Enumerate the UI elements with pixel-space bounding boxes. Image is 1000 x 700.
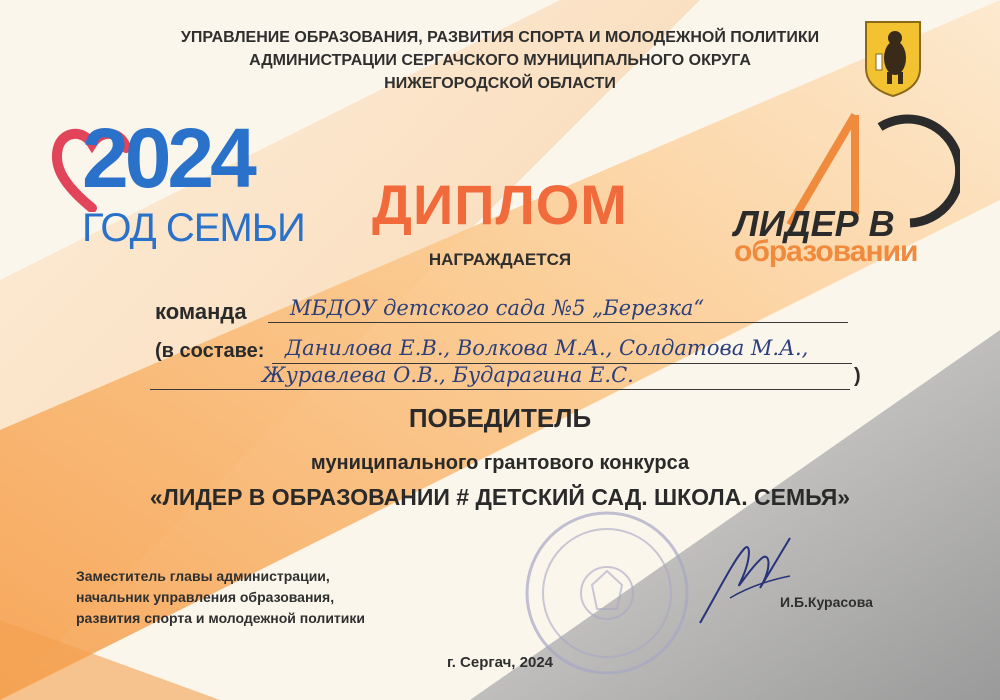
team-label: команда: [155, 299, 247, 324]
header-line: НИЖЕГОРОДСКОЙ ОБЛАСТИ: [384, 75, 616, 92]
awarded-label: НАГРАЖДАЕТСЯ: [428, 250, 572, 269]
handwritten-signature-icon: [690, 528, 800, 638]
team-underline: [268, 322, 848, 323]
bear-coat-of-arms-icon: [862, 18, 924, 98]
leader-logo-line1: ЛИДЕР В: [734, 203, 895, 244]
position-line: Заместитель главы администрации,: [76, 568, 330, 584]
contest-description: муниципального грантового конкурса: [310, 452, 690, 474]
leader-logo-line2: образовании: [734, 235, 918, 268]
year-logo-number: 2024: [82, 111, 253, 205]
members-close: ): [854, 365, 861, 387]
header-line: УПРАВЛЕНИЕ ОБРАЗОВАНИЯ, РАЗВИТИЯ СПОРТА И МОЛОДЕЖНОЙ ПОЛИТИКИ: [180, 29, 820, 46]
signatory-name: И.Б.Курасова: [780, 594, 873, 610]
members-label: (в составе:: [155, 340, 265, 362]
members-underline-2: [150, 389, 850, 390]
contest-name: «ЛИДЕР В ОБРАЗОВАНИИ # ДЕТСКИЙ САД. ШКОЛА. СЕМЬЯ»: [149, 484, 851, 510]
header-line: АДМИНИСТРАЦИИ СЕРГАЧСКОГО МУНИЦИПАЛЬНОГО ОКРУГА: [249, 52, 751, 69]
position-line: развития спорта и молодежной политики: [76, 610, 365, 626]
result-title: ПОБЕДИТЕЛЬ: [408, 403, 592, 433]
diploma-title: ДИПЛОМ: [372, 173, 628, 236]
position-line: начальник управления образования,: [76, 589, 335, 605]
team-value: МБДОУ детского сада №5 „Березка“: [290, 296, 705, 320]
year-logo-caption: ГОД СЕМЬИ: [82, 206, 305, 250]
leader-in-education-logo: [720, 105, 960, 275]
city-year: г. Сергач, 2024: [446, 654, 554, 671]
year-of-family-logo: [52, 108, 305, 258]
members-line-2: Журавлева О.В., Бударагина Е.С.: [262, 363, 634, 387]
signatory-position: [76, 566, 365, 629]
issuer-header: [120, 26, 880, 95]
members-line-1: Данилова Е.В., Волкова М.А., Солдатова М.А.,: [285, 336, 809, 360]
